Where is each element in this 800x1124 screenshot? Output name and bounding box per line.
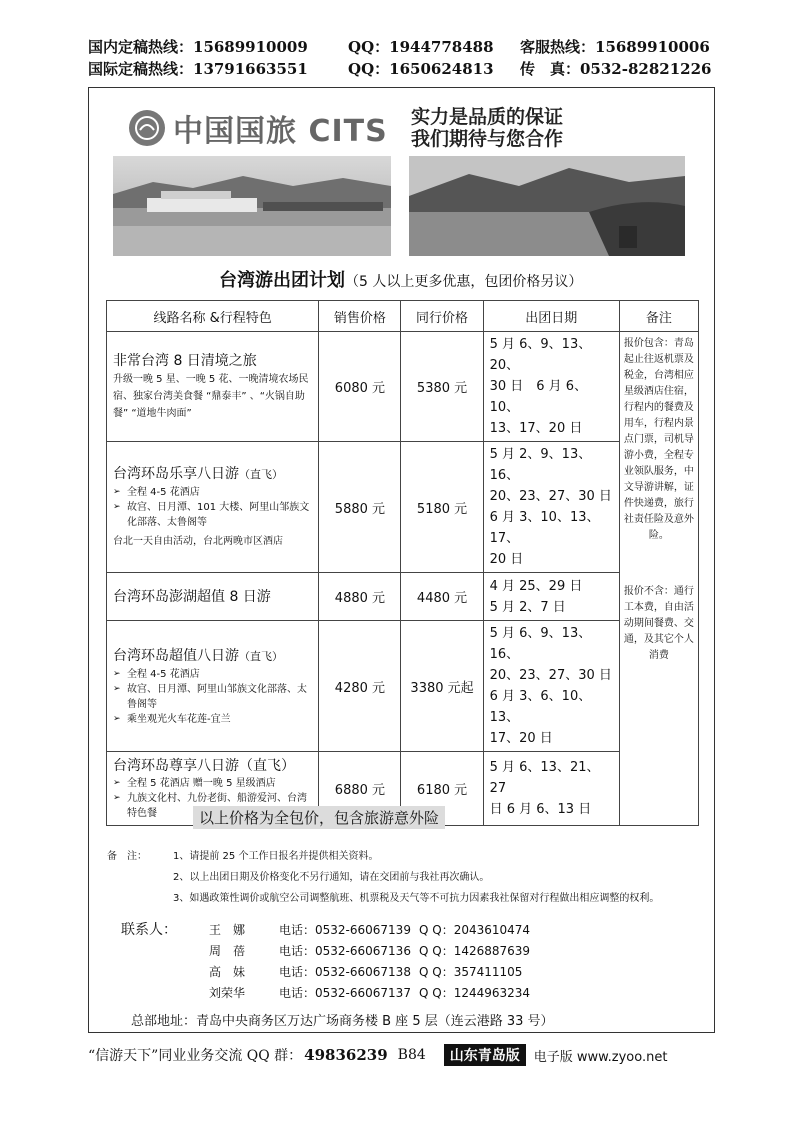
route-desc: 升级一晚 5 星、一晚 5 花、一晚清境农场民宿、独家台湾美食餐 “鼎泰丰” 、“火锅自助餐” “道地牛肉面” xyxy=(113,374,309,419)
note-row xyxy=(107,867,697,888)
date-line: 5 月 2、7 日 xyxy=(489,599,566,615)
sale-price: 5880 元 xyxy=(319,442,401,573)
qq-1: QQ：1944778488 xyxy=(348,38,494,56)
route-name-line xyxy=(113,464,312,485)
dates-cell xyxy=(483,573,619,621)
route-name: 台湾环岛澎湖超值 8 日游 xyxy=(113,588,271,605)
note-row xyxy=(107,888,697,909)
col-remark: 备注 xyxy=(619,301,698,332)
date-line: 17、20 日 xyxy=(489,731,553,746)
contact-name: 王 娜 xyxy=(209,923,246,937)
edition-badge: 山东青岛版 xyxy=(444,1044,526,1066)
international-hotline: 国际定稿热线：13791663551 xyxy=(88,60,308,78)
contact-row xyxy=(209,962,522,982)
date-line: 6 月 3、10、13、17、 xyxy=(489,510,600,546)
date-line: 5 月 2、9、13、16、 xyxy=(489,447,592,483)
slogan-line-1: 实力是品质的保证 xyxy=(411,106,564,128)
table-row xyxy=(107,332,699,442)
dates-cell xyxy=(483,752,619,826)
contact-qq: Q Q：357411105 xyxy=(419,965,523,979)
remark-exclude: 报价不含：通行工本费，自由活动期间餐费、交通，及其它个人消费 xyxy=(623,586,694,661)
ad-frame xyxy=(88,87,715,1033)
remark-include: 报价包含：青岛起止往返机票及税金，台湾相应星级酒店住宿，行程内的餐费及用车，行程内景点门票，司机导游小费，全程专业领队服务，中文导游讲解，证件快递费，旅行社责任险及意外险。 xyxy=(623,338,694,541)
contact-name: 高 妹 xyxy=(209,965,246,979)
col-peer-price: 同行价格 xyxy=(401,301,483,332)
route-cell xyxy=(107,332,319,442)
date-line: 30 日 6 月 6、10、 xyxy=(489,379,588,415)
note-item: 1、请提前 25 个工作日报名并提供相关资料。 xyxy=(173,851,379,862)
list-item: ➢ 故宫、日月潭、阿里山邹族文化部落、太鲁阁等 xyxy=(113,682,312,712)
peer-price: 5380 元 xyxy=(401,332,483,442)
list-item: ➢ 故宫、日月潭、101 大楼、阿里山邹族文化部落、太鲁阁等 xyxy=(113,500,312,530)
website-link[interactable]: 电子版 www.zyoo.net xyxy=(533,1049,668,1065)
contact-name: 刘荣华 xyxy=(209,986,246,1000)
date-line: 4 月 25、29 日 xyxy=(489,578,583,594)
date-line: 6 月 3、6、10、13、 xyxy=(489,689,592,725)
contact-phone: 电话：0532-66067137 xyxy=(279,986,411,1000)
contact-phone: 电话：0532-66067138 xyxy=(279,965,411,979)
date-line: 20 日 xyxy=(489,552,524,567)
domestic-hotline: 国内定稿热线：15689910009 xyxy=(88,38,308,56)
route-name: 台湾环岛乐享八日游 xyxy=(113,466,239,482)
contact-qq: Q Q：1244963234 xyxy=(419,986,531,1000)
fax: 传 真：0532-82821226 xyxy=(520,60,712,78)
tour-plan-table xyxy=(106,300,699,826)
notes-label: 备 注： xyxy=(107,851,147,862)
contact-name: 周 蓓 xyxy=(209,944,246,958)
service-hotline: 客服热线：15689910006 xyxy=(520,38,710,56)
list-item: ➢ 全程 4-5 花酒店 xyxy=(113,485,312,500)
page-number: B84 xyxy=(397,1047,426,1063)
footer xyxy=(88,1044,713,1066)
list-item: ➢ 乘坐观光火车花莲-宜兰 xyxy=(113,712,312,727)
list-item: ➢ 九族文化村、九份老街、船游爱河、台湾特色餐 xyxy=(113,791,312,821)
peer-price: 4480 元 xyxy=(401,573,483,621)
contact-phone: 电话：0532-66067139 xyxy=(279,923,411,937)
col-dates: 出团日期 xyxy=(483,301,619,332)
peer-price: 5180 元 xyxy=(401,442,483,573)
date-line: 5 月 6、9、13、16、 xyxy=(489,626,592,662)
sale-price: 6080 元 xyxy=(319,332,401,442)
route-features xyxy=(113,485,312,530)
slogan xyxy=(411,106,563,150)
qq-group-label: “信游天下”同业业务交流 QQ 群： xyxy=(88,1048,303,1064)
contacts-label: 联系人： xyxy=(121,922,177,938)
dates-cell xyxy=(483,332,619,442)
lake-photo xyxy=(409,156,685,256)
table-row xyxy=(107,621,699,752)
table-header-row xyxy=(107,301,699,332)
peer-price: 3380 元起 xyxy=(401,621,483,752)
cits-logo xyxy=(129,104,389,152)
list-item: ➢ 全程 4-5 花酒店 xyxy=(113,667,312,682)
route-features xyxy=(113,667,312,727)
sale-price: 6880 元 xyxy=(319,752,401,826)
date-line: 日 6 月 6、13 日 xyxy=(489,802,592,817)
route-name: 台湾环岛尊享八日游 xyxy=(113,758,239,774)
date-line: 20、23、27、30 日 xyxy=(489,668,612,683)
route-tag: （直飞） xyxy=(239,758,295,774)
route-name: 台湾环岛超值八日游 xyxy=(113,647,239,664)
contact-row xyxy=(209,941,530,961)
note-item: 3、如遇政策性调价或航空公司调整航班、机票税及天气等不可抗力因素我社保留对行程做出相应调整的权利。 xyxy=(173,893,660,904)
hotlines xyxy=(88,36,728,80)
plan-title xyxy=(219,266,709,292)
hotline-row-1 xyxy=(88,36,728,58)
date-line: 5 月 6、13、21、27 xyxy=(489,760,600,796)
route-tag: （直飞） xyxy=(239,468,283,481)
slogan-line-2: 我们期待与您合作 xyxy=(411,128,564,150)
route-cell xyxy=(107,442,319,573)
route-name-line xyxy=(113,756,312,776)
hq-address: 总部地址：青岛中央商务区万达广场商务楼 B 座 5 层（连云港路 33 号） xyxy=(131,1014,554,1029)
cits-emblem-icon xyxy=(129,110,165,146)
sale-price: 4280 元 xyxy=(319,621,401,752)
table-row xyxy=(107,442,699,573)
qq-group-number: 49836239 xyxy=(304,1046,388,1064)
qq-2: QQ：1650624813 xyxy=(348,60,494,78)
col-sale-price: 销售价格 xyxy=(319,301,401,332)
col-route: 线路名称 &行程特色 xyxy=(107,301,319,332)
contact-row xyxy=(209,983,530,1003)
route-cell xyxy=(107,573,319,621)
logo-text: 中国国旅 CITS xyxy=(173,114,388,149)
route-tag: （直飞） xyxy=(239,649,283,663)
all-inclusive-note: 以上价格为全包价，包含旅游意外险 xyxy=(193,806,445,829)
route-name-line xyxy=(113,646,312,667)
route-extra: 台北一天自由活动，台北两晚市区酒店 xyxy=(113,536,283,547)
date-line: 20、23、27、30 日 xyxy=(489,489,612,504)
contact-qq: Q Q：1426887639 xyxy=(419,944,531,958)
contact-phone: 电话：0532-66067136 xyxy=(279,944,411,958)
notes xyxy=(107,846,697,909)
contact-row xyxy=(209,920,530,940)
dates-cell xyxy=(483,442,619,573)
contact-qq: Q Q：2043610474 xyxy=(419,923,531,937)
hotline-row-2 xyxy=(88,58,728,80)
list-item: ➢ 全程 5 花酒店 赠一晚 5 星级酒店 xyxy=(113,776,312,791)
note-item: 2、以上出团日期及价格变化不另行通知，请在交团前与我社再次确认。 xyxy=(173,872,490,883)
plan-title-main: 台湾游出团计划 xyxy=(219,270,345,291)
harbor-photo xyxy=(113,156,391,256)
table-row xyxy=(107,573,699,621)
sale-price: 4880 元 xyxy=(319,573,401,621)
date-line: 13、17、20 日 xyxy=(489,421,583,436)
dates-cell xyxy=(483,621,619,752)
date-line: 5 月 6、9、13、20、 xyxy=(489,337,592,373)
remark-cell xyxy=(619,332,698,826)
route-name: 非常台湾 8 日清境之旅 xyxy=(113,353,257,369)
plan-title-sub: （5 人以上更多优惠，包团价格另议） xyxy=(345,274,583,290)
peer-price: 6180 元 xyxy=(401,752,483,826)
route-cell xyxy=(107,621,319,752)
note-row xyxy=(107,846,697,867)
